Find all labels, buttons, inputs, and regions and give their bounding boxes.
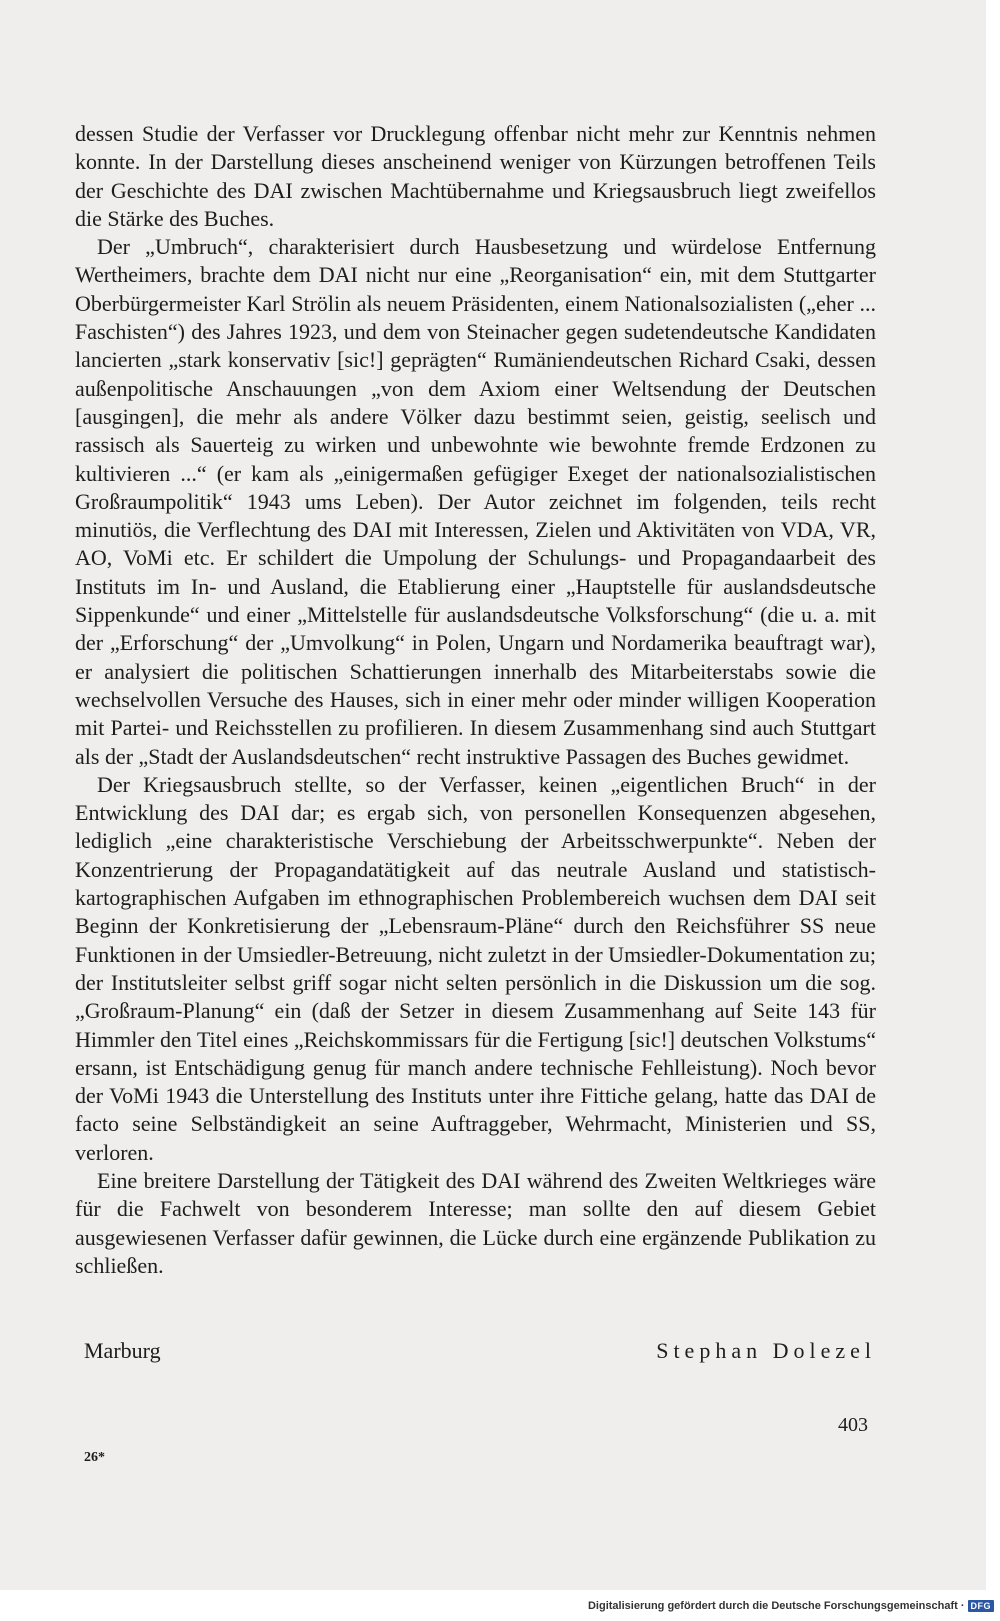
- paragraph-1: dessen Studie der Verfasser vor Drucklegung offenbar nicht mehr zur Kenntnis nehmen konnte. In der Darstellung dieses anscheinend weniger von Kürzungen betroffenen Teils der Geschichte des DAI zwischen Machtübernahme und Kriegsausbruch liegt zweifellos die Stärke des Buches.: [75, 121, 876, 231]
- digitization-footer: [588, 1600, 994, 1612]
- paragraph-2: Der „Umbruch“, charakterisiert durch Hausbesetzung und würdelose Entfernung Wertheimers, brachte dem DAI nicht nur eine „Reorganisation“ ein, mit dem Stuttgarter Oberbürgermeister Karl Strölin als neuem Präsidenten, einem Nationalsozialisten („eher ... Faschisten“) des Jahres 1923, und dem von Steinacher gegen sudetendeutsche Kandidaten lancierten „stark konservativ [sic!] geprägten“ Rumäniendeutschen Richard Csaki, dessen außenpolitische Anschauungen „von dem Axiom einer Weltsendung der Deutschen [ausgingen], die mehr als andere Völker dazu bestimmt seien, geistig, seelisch und rassisch als Sauerteig zu wirken und unbewohnte wie bewohnte fremde Erdzonen zu kultivieren ...“ (er kam als „einigermaßen gefügiger Exeget der nationalsozialistischen Großraumpolitik“ 1943 ums Leben). Der Autor zeichnet im folgenden, teils recht minutiös, die Verflechtung des DAI mit Interessen, Zielen und Aktivitäten von VDA, VR, AO, VoMi etc. Er schildert die Umpolung der Schulungs- und Propagandaarbeit des Instituts im In- und Ausland, die Etablierung einer „Hauptstelle für auslandsdeutsche Sippenkunde“ und einer „Mittelstelle für auslandsdeutsche Volksforschung“ (die u. a. mit der „Erforschung“ der „Umvolkung“ in Polen, Ungarn und Nordamerika beauftragt war), er analysiert die politischen Schattierungen innerhalb des Mitarbeiterstabs sowie die wechselvollen Versuche des Hauses, sich in einer mehr oder minder willigen Kooperation mit Partei- und Reichsstellen zu profilieren. In diesem Zusammenhang sind auch Stuttgart als der „Stadt der Auslandsdeutschen“ recht instruktive Passagen des Buches gewidmet.: [75, 234, 876, 769]
- dfg-logo: DFG: [968, 1600, 995, 1612]
- paragraph-3: Der Kriegsausbruch stellte, so der Verfasser, keinen „eigentlichen Bruch“ in der Entwicklung des DAI dar; es ergab sich, von personellen Konsequenzen abgesehen, lediglich „eine charakteristische Verschiebung der Arbeitsschwerpunkte“. Neben der Konzentrierung der Propagandatätigkeit auf das neutrale Ausland und statistisch-kartographischen Aufgaben im ethnographischen Problembereich wuchsen dem DAI seit Beginn der Konkretisierung der „Lebensraum-Pläne“ durch den Reichsführer SS neue Funktionen in der Umsiedler-Betreuung, nicht zuletzt in der Umsiedler-Dokumentation zu; der Institutsleiter selbst griff sogar nicht selten persönlich in die Diskussion um die sog. „Großraum-Planung“ ein (daß der Setzer in diesem Zusammenhang auf Seite 143 für Himmler den Titel eines „Reichskommissars für die Fertigung [sic!] deutschen Volkstums“ ersann, ist Entschädigung genug für manch andere technische Fehlleistung). Noch bevor der VoMi 1943 die Unterstellung des Instituts unter ihre Fittiche gelang, hatte das DAI de facto seine Selbständigkeit an seine Auftraggeber, Wehrmacht, Ministerien und SS, verloren.: [75, 771, 876, 1165]
- signature-author: Stephan Dolezel: [656, 1338, 876, 1363]
- body-text: [75, 120, 876, 1280]
- footer-text: Digitalisierung gefördert durch die Deutsche Forschungsgemeinschaft ·: [587, 1600, 965, 1612]
- page-number: 403: [838, 1414, 868, 1436]
- printer-signature-mark: 26*: [84, 1450, 105, 1465]
- signature-place: Marburg: [84, 1338, 161, 1363]
- paragraph-4: Eine breitere Darstellung der Tätigkeit des DAI während des Zweiten Weltkrieges wäre für die Fachwelt von besonderem Interesse; man sollte den auf diesem Gebiet ausgewiesenen Verfasser dafür gewinnen, die Lücke durch eine ergänzende Publikation zu schließen.: [75, 1167, 876, 1278]
